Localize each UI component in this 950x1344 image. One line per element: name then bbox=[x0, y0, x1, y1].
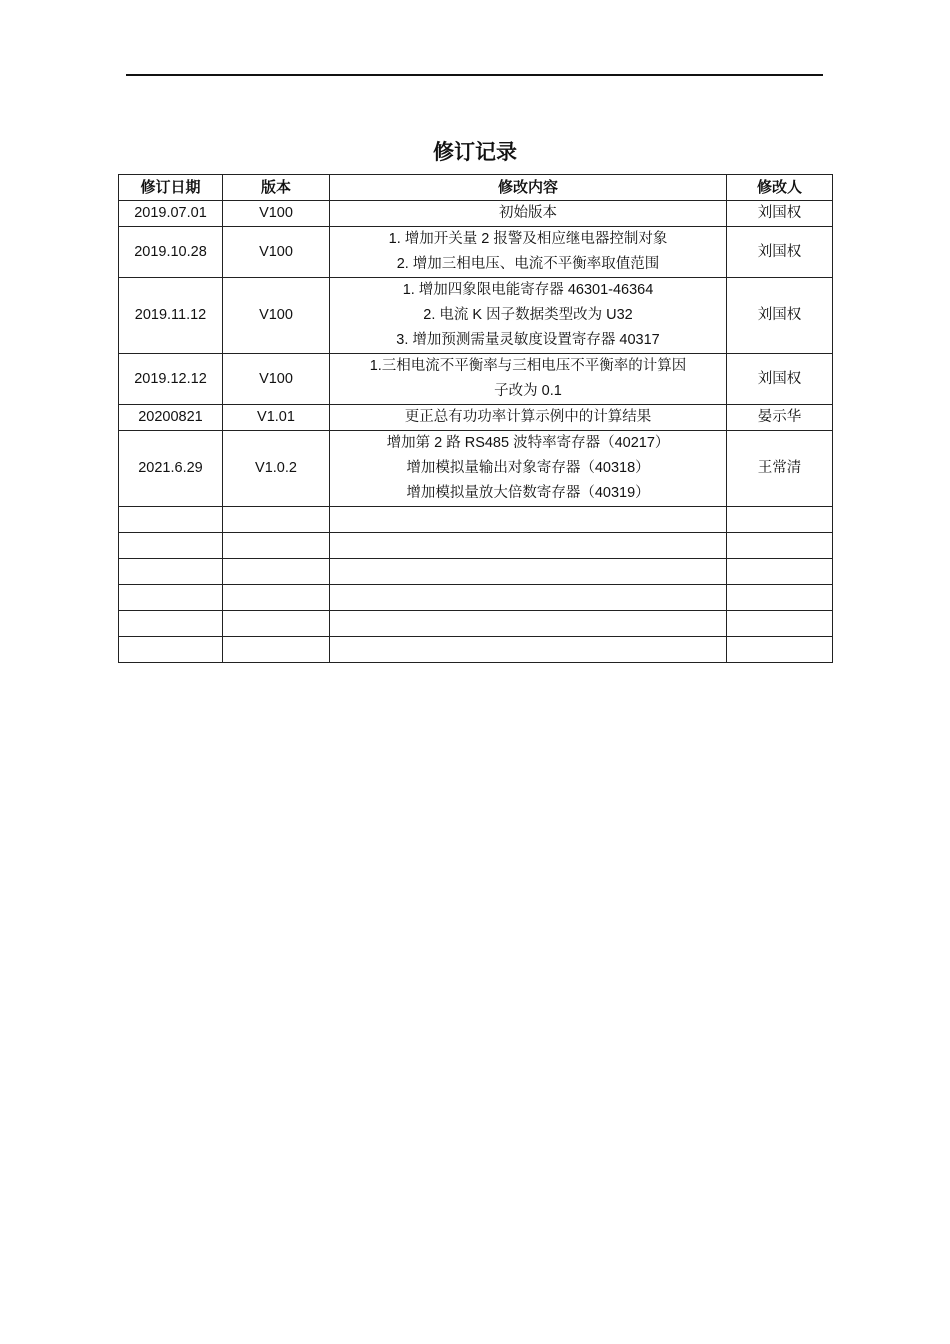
header-rule bbox=[126, 74, 823, 76]
content-line: 增加模拟量放大倍数寄存器（40319） bbox=[406, 485, 650, 501]
cell-author: 刘国权 bbox=[727, 227, 833, 278]
empty-cell bbox=[119, 559, 223, 585]
cell-date: 2019.12.12 bbox=[119, 354, 223, 405]
table-row bbox=[119, 278, 833, 354]
empty-table-row bbox=[119, 507, 833, 533]
cell-version: V100 bbox=[223, 354, 330, 405]
cell-date: 20200821 bbox=[119, 405, 223, 431]
header-version: 版本 bbox=[223, 175, 330, 201]
empty-cell bbox=[119, 533, 223, 559]
empty-cell bbox=[119, 507, 223, 533]
cell-version: V100 bbox=[223, 278, 330, 354]
content-line: 2. 增加三相电压、电流不平衡率取值范围 bbox=[396, 256, 660, 272]
empty-table-row bbox=[119, 611, 833, 637]
empty-cell bbox=[223, 559, 330, 585]
header-date: 修订日期 bbox=[119, 175, 223, 201]
cell-author: 刘国权 bbox=[727, 201, 833, 227]
empty-cell bbox=[727, 559, 833, 585]
empty-cell bbox=[727, 611, 833, 637]
empty-table-row bbox=[119, 637, 833, 663]
cell-author: 王常清 bbox=[727, 431, 833, 507]
empty-cell bbox=[330, 611, 727, 637]
cell-date: 2021.6.29 bbox=[119, 431, 223, 507]
content-line: 子改为 0.1 bbox=[494, 383, 562, 399]
table-row bbox=[119, 227, 833, 278]
empty-cell bbox=[119, 611, 223, 637]
empty-cell bbox=[223, 611, 330, 637]
cell-content bbox=[330, 431, 727, 507]
content-line: 增加第 2 路 RS485 波特率寄存器（40217） bbox=[386, 435, 670, 451]
content-line: 1.三相电流不平衡率与三相电压不平衡率的计算因 bbox=[369, 358, 687, 374]
content-line: 1. 增加开关量 2 报警及相应继电器控制对象 bbox=[388, 231, 668, 247]
empty-cell bbox=[223, 507, 330, 533]
cell-content bbox=[330, 278, 727, 354]
header-author: 修改人 bbox=[727, 175, 833, 201]
cell-author: 刘国权 bbox=[727, 354, 833, 405]
empty-table-row bbox=[119, 559, 833, 585]
cell-author: 晏示华 bbox=[727, 405, 833, 431]
empty-table-row bbox=[119, 533, 833, 559]
empty-cell bbox=[330, 637, 727, 663]
empty-cell bbox=[727, 585, 833, 611]
content-line: 增加模拟量输出对象寄存器（40318） bbox=[406, 460, 650, 476]
cell-version: V1.0.2 bbox=[223, 431, 330, 507]
cell-content bbox=[330, 354, 727, 405]
table-row bbox=[119, 201, 833, 227]
cell-date: 2019.11.12 bbox=[119, 278, 223, 354]
content-line: 3. 增加预测需量灵敏度设置寄存器 40317 bbox=[396, 332, 660, 348]
empty-cell bbox=[223, 637, 330, 663]
page-title: 修订记录 bbox=[433, 141, 517, 164]
content-line: 初始版本 bbox=[499, 205, 557, 221]
empty-cell bbox=[330, 585, 727, 611]
empty-cell bbox=[727, 637, 833, 663]
revision-table bbox=[118, 174, 833, 663]
header-content: 修改内容 bbox=[330, 175, 727, 201]
empty-cell bbox=[119, 637, 223, 663]
empty-table-row bbox=[119, 585, 833, 611]
cell-version: V100 bbox=[223, 227, 330, 278]
cell-content bbox=[330, 405, 727, 431]
cell-version: V100 bbox=[223, 201, 330, 227]
content-line: 1. 增加四象限电能寄存器 46301-46364 bbox=[402, 282, 654, 298]
empty-cell bbox=[727, 533, 833, 559]
empty-cell bbox=[330, 559, 727, 585]
empty-cell bbox=[223, 533, 330, 559]
empty-cell bbox=[223, 585, 330, 611]
content-line: 2. 电流 K 因子数据类型改为 U32 bbox=[423, 307, 633, 323]
table-row bbox=[119, 405, 833, 431]
cell-version: V1.01 bbox=[223, 405, 330, 431]
content-line: 更正总有功功率计算示例中的计算结果 bbox=[404, 409, 652, 425]
cell-content bbox=[330, 227, 727, 278]
table-row bbox=[119, 354, 833, 405]
empty-cell bbox=[330, 533, 727, 559]
empty-cell bbox=[727, 507, 833, 533]
cell-date: 2019.07.01 bbox=[119, 201, 223, 227]
cell-content bbox=[330, 201, 727, 227]
cell-date: 2019.10.28 bbox=[119, 227, 223, 278]
table-row bbox=[119, 431, 833, 507]
empty-cell bbox=[330, 507, 727, 533]
empty-cell bbox=[119, 585, 223, 611]
table-header-row bbox=[119, 175, 833, 201]
cell-author: 刘国权 bbox=[727, 278, 833, 354]
